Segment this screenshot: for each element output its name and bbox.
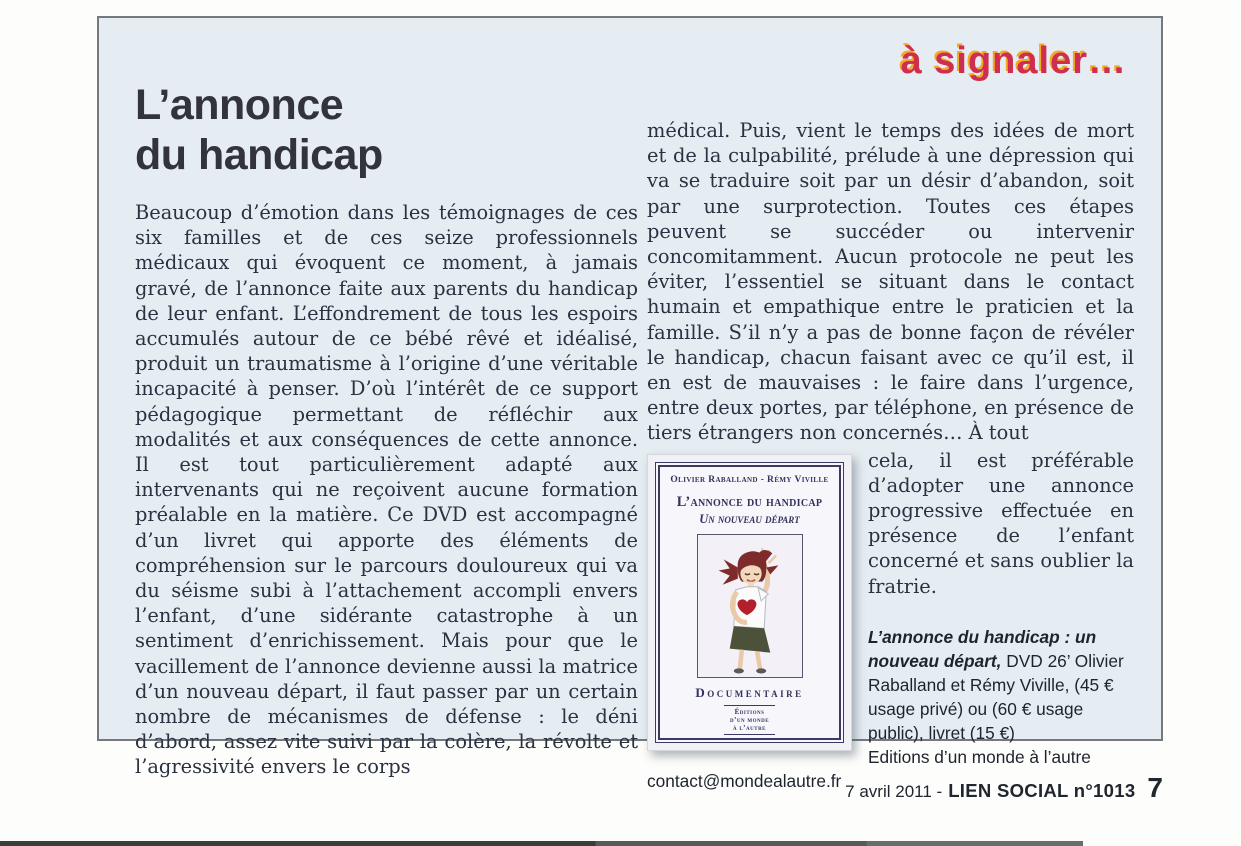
article-column-right-bottom bbox=[647, 448, 1134, 793]
article-title-line2: du handicap bbox=[135, 131, 383, 179]
section-badge: à signaler… bbox=[900, 40, 1127, 82]
footer-page-number: 7 bbox=[1147, 772, 1163, 803]
article-paragraph-left: Beaucoup d’émotion dans les témoignages de ces six familles et de ces seize professionnels médicaux qui évoquent ce moment, à jamais gravé, de l’annonce faite aux parents du handicap de leur enfant. L’effondrement de tous les espoirs accumulés autour de ce bébé rêvé et idéalisé, produit un traumatisme à l’origine d’une véritable incapacité à penser. D’où l’intérêt de ce support pédagogique permettant de réfléchir aux modalités et aux conséquences de cette annonce. Il est tout particulièrement adapté aux intervenants qui ne reçoivent aucune formation préalable en la matière. Ce DVD est accompagné d’un livret qui apporte des éléments de compréhension sur le parcours douloureux qui va du séisme subi à l’attachement accompli envers l’enfant, d’une sidérante catastrophe à un sentiment d’enrichissement. Mais pour que le vacillement de l’annonce devienne aussi la matrice d’un nouveau départ, il faut passer par un certain nombre de mécanismes de défense : le déni d’abord, assez vite suivi par la colère, la révolte et l’agressivité envers le corps bbox=[135, 201, 638, 779]
dvd-caption-publisher: Editions d’un monde à l’autre bbox=[868, 746, 1091, 767]
dvd-cover-frame bbox=[655, 462, 844, 743]
dvd-cover bbox=[647, 454, 852, 751]
article-title bbox=[135, 80, 638, 180]
article-column-right bbox=[647, 118, 1134, 793]
article-paragraph-right-top: médical. Puis, vient le temps des idées de mort et de la culpabilité, prélude à une dépression qui va se traduire soit par un désir d’abandon, soit par une surprotection. Toutes ces étapes peuvent se succéder ou intervenir concomitamment. Aucun protocole ne peut les éviter, l’essentiel se situant dans le contact humain et empathique entre le praticien et la famille. S’il n’y a pas de bonne façon de révéler le handicap, chacun faisant avec ce qu’il est, il en est de mauvaises : le faire dans l’urgence, entre deux portes, par téléphone, en présence de tiers étrangers non concernés… À tout bbox=[647, 119, 1134, 445]
footer-date: 7 avril 2011 - bbox=[845, 782, 943, 801]
page-footer bbox=[845, 772, 1163, 804]
article-title-line1: L’annonce bbox=[135, 81, 344, 129]
dvd-cover-publisher-logo: Éditions d’un monde à l’autre bbox=[724, 705, 775, 735]
dvd-caption-email: contact@mondealautre.fr bbox=[647, 770, 842, 791]
dvd-cover-authors: Olivier Raballand - Rémy Viville bbox=[670, 474, 829, 485]
girl-illustration bbox=[697, 534, 803, 678]
dvd-caption-title: L’annonce du handicap : un nouveau départ, bbox=[868, 626, 1097, 671]
dvd-cover-genre: Documentaire bbox=[695, 684, 804, 700]
dvd-caption-credits: DVD 26’ Olivier Raballand et Rémy Viville, (45 € usage privé) ou (60 € usage public), livret (15 €) bbox=[868, 650, 1124, 743]
article-column-left bbox=[135, 80, 638, 780]
dvd-cover-subtitle: Un nouveau départ bbox=[699, 511, 800, 526]
footer-magazine-title: LIEN SOCIAL n°1013 bbox=[948, 780, 1136, 801]
scan-edge-artifact bbox=[0, 841, 1083, 846]
dvd-cover-title: L’annonce du handicap bbox=[676, 493, 823, 510]
article-paragraph-right-wrap: cela, il est préférable d’adopter une annonce progressive effectuée en présence de l’enfant concerné et sans oublier la fratrie. bbox=[868, 448, 1134, 598]
